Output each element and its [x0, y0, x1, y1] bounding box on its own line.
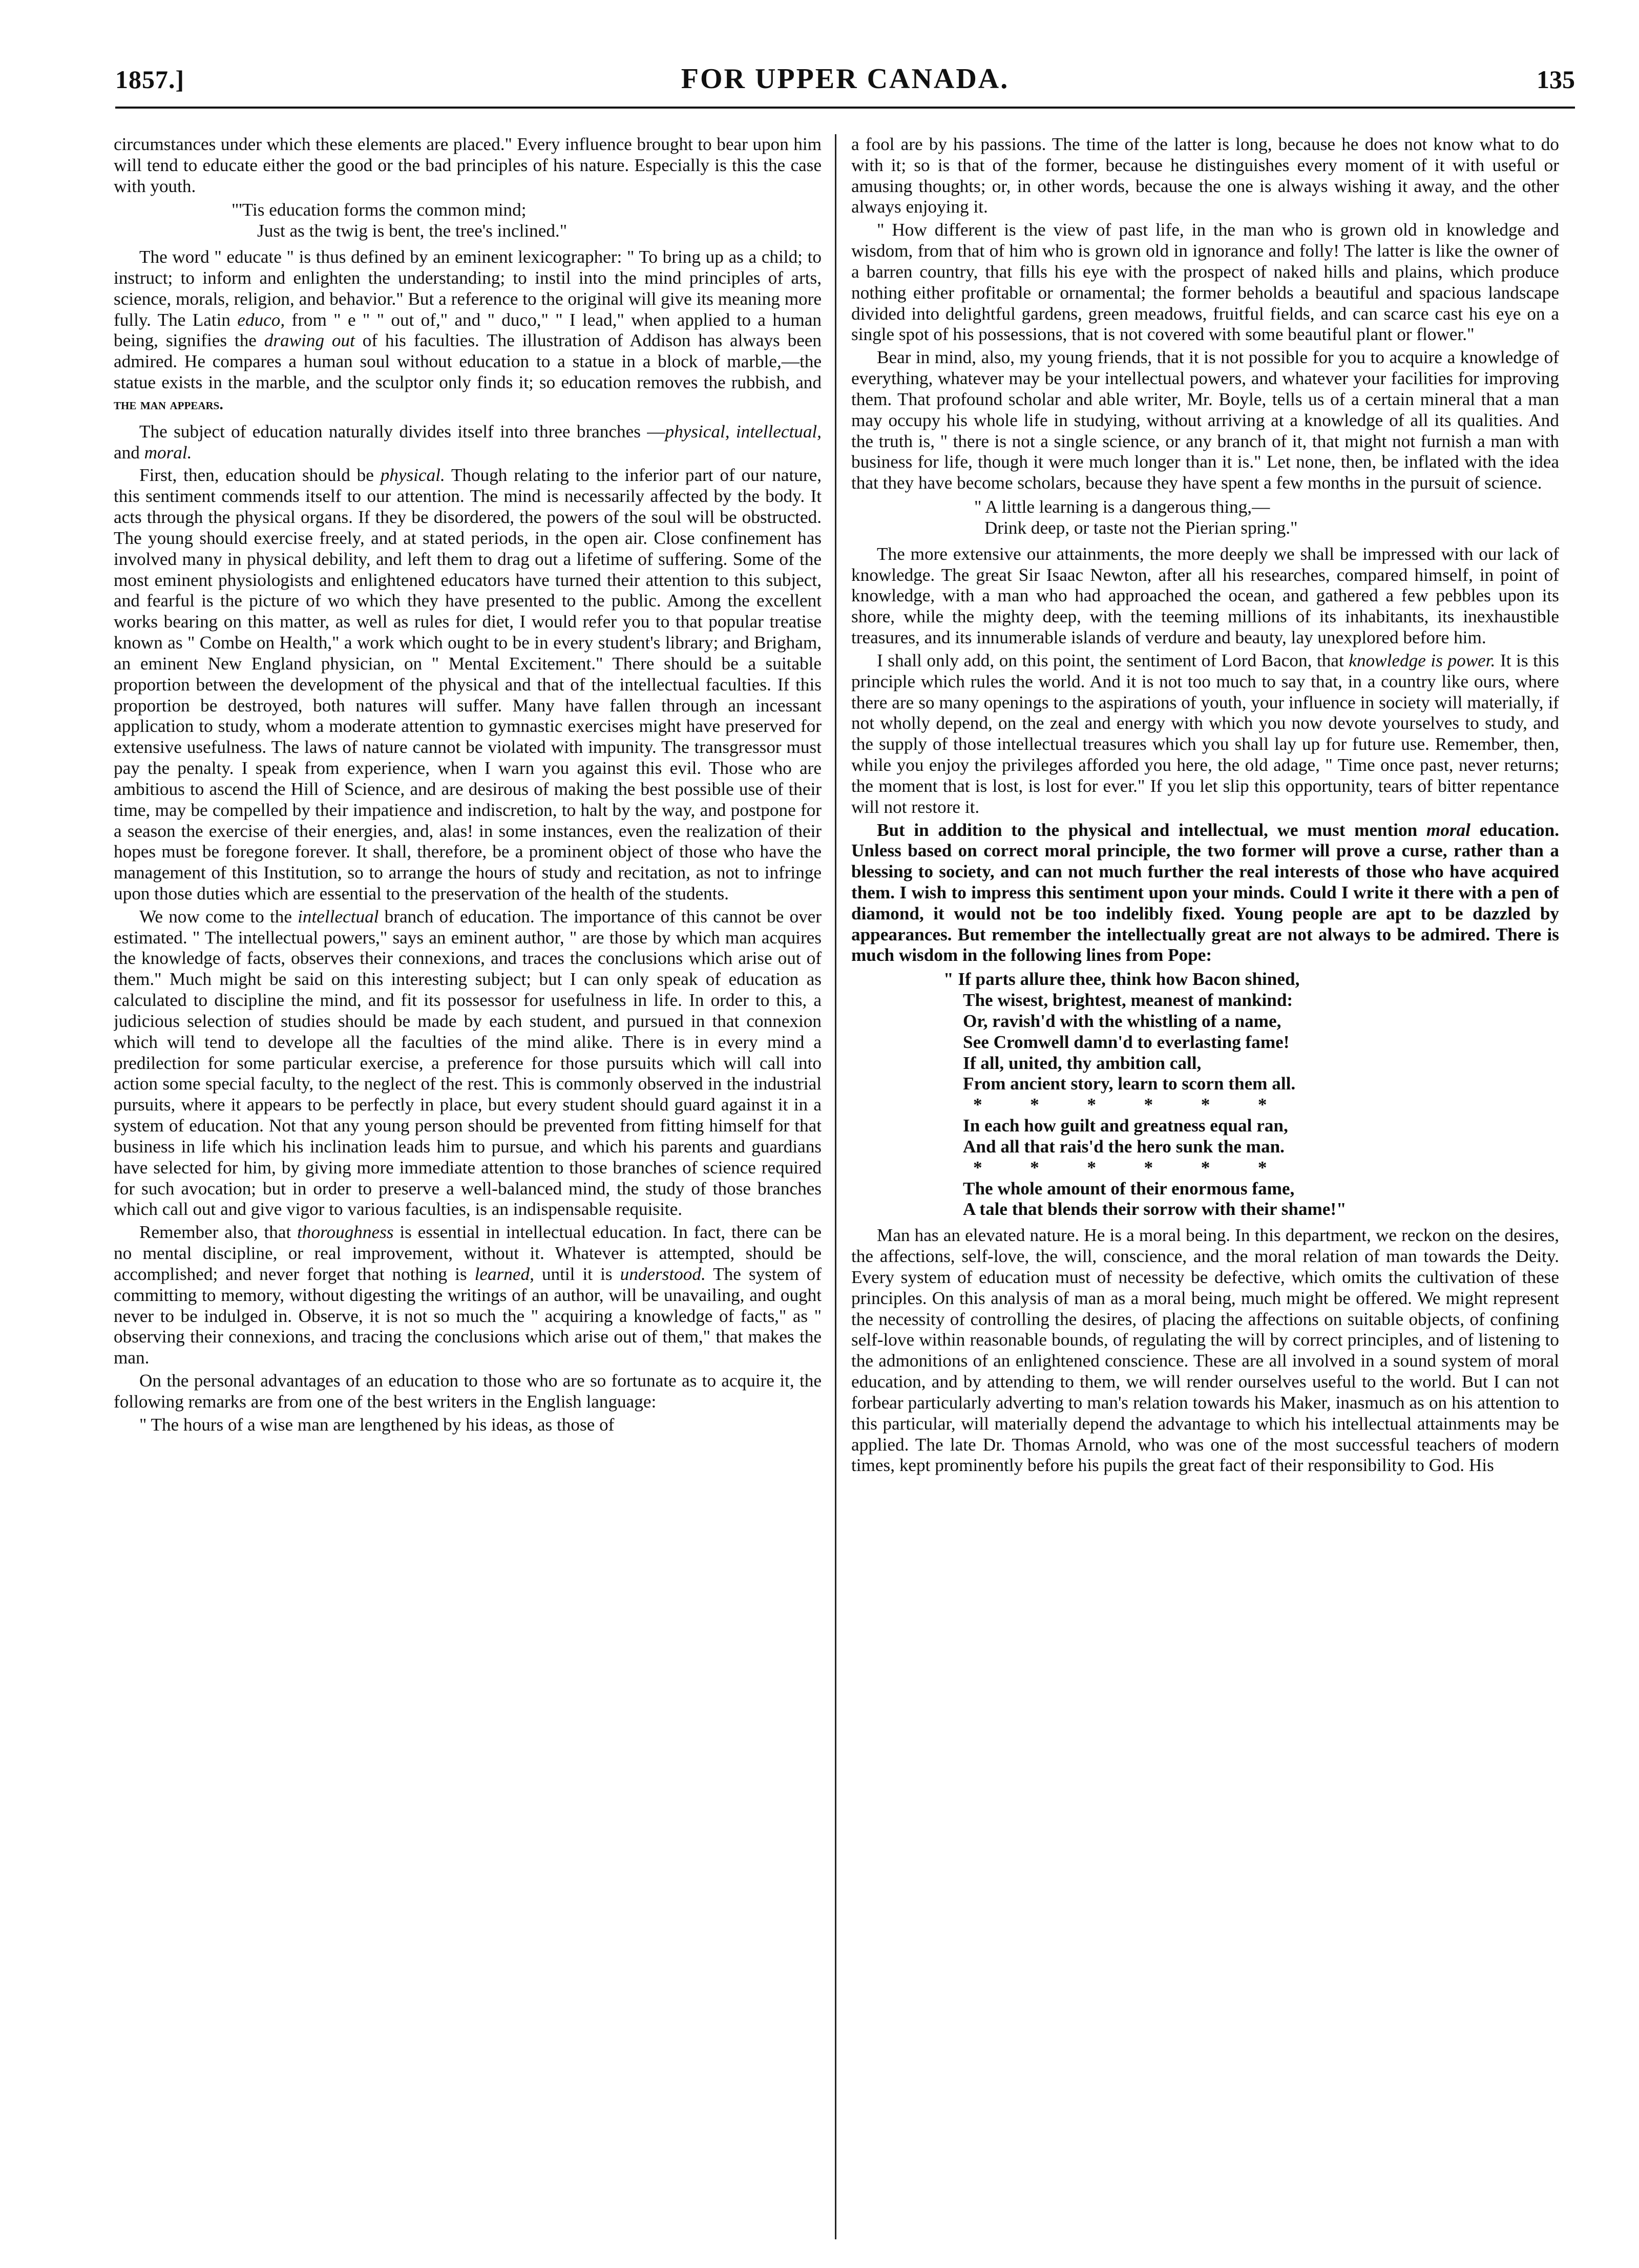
paragraph — [114, 465, 822, 904]
page-number: 135 — [1537, 65, 1575, 94]
page-header — [115, 61, 1575, 103]
text-run: from " e " " out of," and " duco," " I lead," when applied to a human being, signifies the — [114, 309, 822, 351]
verse-line: " If parts allure thee, think how Bacon shined, — [943, 969, 1300, 990]
emphasis: understood. — [620, 1264, 706, 1284]
text-run: First, then, education should be — [139, 465, 381, 486]
text-run: We now come to the — [139, 906, 298, 927]
paragraph — [114, 422, 822, 464]
text-run: I shall only add, on this point, the sentiment of Lord Bacon, that — [877, 650, 1349, 670]
paragraph — [114, 907, 822, 1220]
emphasis: physical, intellectual, — [665, 421, 822, 442]
paragraph — [114, 1222, 822, 1369]
text-run: education. Unless based on correct moral principle, the two former will prove a curse, rather than a blessing to society, and can not much further the real interests of those who have acquired them. I wish to impress this sentiment upon your minds. Could I write it there with a pen of diamond, it would not be too indelibly fixed. Young people are apt to be dazzled by appearances. But remember the intellectually great are not always to be admired. There is much wisdom in the following lines from Pope: — [851, 820, 1559, 965]
text-run: The word " educate " is thus defined by an eminent lexicographer: " To bring up as a child; to instruct; to inform and enlighten the understanding; to instil into the mind principles of arts, science, morals, religion, and behavior." But a reference to the original will give its meaning more fully. The Latin — [114, 247, 822, 330]
verse-quote — [114, 200, 822, 242]
header-rule — [115, 107, 1575, 109]
verse-line: The whole amount of their enormous fame, — [963, 1178, 1295, 1199]
verse-line: Or, ravish'd with the whistling of a name, — [963, 1011, 1281, 1031]
header-year: 1857.] — [115, 65, 185, 94]
text-run: and — [114, 442, 144, 463]
right-column — [851, 134, 1559, 2239]
emphasis: intellectual — [298, 906, 379, 927]
ellipsis-stars: * * * * * * — [973, 1157, 1269, 1178]
text-run: It is this principle which rules the world. And it is not too much to say that, in a country like ours, where there are so many openings to the aspirations of youth, your influence in society will materially, if not wholly depend, on the zeal and energy with which you now devote yourselves to study, and the supply of those intellectual treasures which you shall lay up for future use. Remember, then, while you enjoy the privileges afforded you here, the old adage, " Time once past, never returns; the moment that is lost, is lost for ever." If you let slip this opportunity, tears of bitter repentance will not restore it. — [851, 650, 1559, 817]
paragraph: a fool are by his passions. The time of the latter is long, because he does not know what to do with it; so is that of the former, because he distinguishes every moment of it with useful or amusing thoughts; or, in other words, because the one is always wishing it away, and the other always enjoying it. — [851, 134, 1559, 217]
paragraph: On the personal advantages of an education to those who are so fortunate as to acquire it, the following remarks are from one of the best writers in the English language: — [114, 1371, 822, 1412]
emphasis: learned, — [474, 1264, 534, 1284]
paragraph: " How different is the view of past life, in the man who is grown old in knowledge and wisdom, from that of him who is grown old in ignorance and folly! The latter is like the owner of a barren country, that fills his eye with the prospect of naked hills and plains, which produce nothing either profitable or ornamental; the former beholds a beautiful and spacious landscape divided into delightful gardens, green meadows, fruitful fields, and can scarce cast his eye on a single spot of his possessions, that is not covered with some beautiful plant or flower." — [851, 220, 1559, 345]
text-run: Remember also, that — [139, 1222, 298, 1243]
paragraph — [851, 650, 1559, 818]
verse-line: In each how guilt and greatness equal ran, — [963, 1116, 1288, 1136]
text-run: until it is — [534, 1264, 620, 1284]
text-run: branch of education. The importance of this cannot be over estimated. " The intellectual powers," says an eminent author, " are those by which man acquires the knowledge of facts, observes their connexions, and traces the conclusions which arise out of them." Much might be said on this interesting subject; but I can only speak of education as calculated to discipline the mind, and fit its possessor for usefulness in life. In order to this, a judicious selection of studies should be made by each student, and pursued in that connexion which will tend to develope all the faculties of the mind alike. There is in every mind a predilection for some particular exercise, a preference for those pursuits which will call into action some special faculty, to the neglect of the rest. This is commonly observed in the industrial pursuits, where it appears to be perfectly in place, but every student should guard against it in a system of education. Not that any young person should be prevented from fitting himself for that business in life which his inclination leads him to pursue, and which his parents and guardians have selected for him, by giving more immediate attention to those branches of science required for such avocation; but in order to preserve a well-balanced mind, the study of those branches which call out and give vigor to various faculties, is an indispensable requisite. — [114, 906, 822, 1220]
verse-line: See Cromwell damn'd to everlasting fame! — [963, 1032, 1290, 1052]
text-run: The subject of education naturally divides itself into three branches — — [139, 421, 665, 442]
emphasis: physical. — [380, 465, 445, 486]
text-run: But in addition to the physical and intellectual, we must mention — [877, 820, 1426, 840]
emphasis: moral. — [144, 442, 192, 463]
text-run: of his faculties. The illustration of Addison has always been admired. He compares a human soul without education to a statue in a block of marble,—the statue exists in the marble, and the sculptor only finds it; so education removes the rubbish, and — [114, 330, 822, 393]
verse-line: " A little learning is a dangerous thing,— — [974, 497, 1270, 517]
verse-line: Drink deep, or taste not the Pierian spring." — [984, 517, 1298, 538]
verse-quote — [851, 497, 1559, 539]
ellipsis-stars: * * * * * * — [973, 1095, 1269, 1115]
running-title: FOR UPPER CANADA. — [681, 63, 1010, 95]
column-divider — [835, 134, 836, 2239]
paragraph: circumstances under which these elements are placed." Every influence brought to bear upon him will tend to educate either the good or the bad principles of his nature. Especially is this the case with youth. — [114, 134, 822, 196]
paragraph: " The hours of a wise man are lengthened by his ideas, as those of — [139, 1414, 615, 1435]
left-column — [114, 134, 822, 2239]
verse-line: And all that rais'd the hero sunk the man. — [963, 1136, 1285, 1157]
paragraph — [114, 247, 822, 414]
pope-verse — [851, 969, 1559, 1220]
paragraph — [851, 820, 1559, 967]
paragraph: The more extensive our attainments, the more deeply we shall be impressed with our lack of knowledge. The great Sir Isaac Newton, after all his researches, compared himself, in point of knowledge, with a man who had approached the ocean, and gathered a few pebbles upon its shore, while the mighty deep, with the teeming millions of its inhabitants, its inexhaustible treasures, and its innumerable islands of verdure and beauty, lay unexplored before him. — [851, 543, 1559, 648]
verse-line: A tale that blends their sorrow with their shame!" — [963, 1199, 1347, 1220]
emphasis: knowledge is power. — [1349, 650, 1496, 670]
emphasis: thoroughness — [297, 1222, 394, 1243]
verse-line: The wisest, brightest, meanest of mankind: — [963, 990, 1293, 1011]
small-caps-emphasis: the man appears. — [114, 395, 223, 413]
verse-line: From ancient story, learn to scorn them all. — [963, 1074, 1296, 1094]
emphasis: educo, — [237, 309, 285, 330]
text-run: is essential in intellectual education. In fact, there can be no mental discipline, or real improvement, without it. Whatever is attempted, should be accomplished; and never forget that nothing is — [114, 1222, 822, 1284]
text-run: The system of committing to memory, without digesting the writings of an author, will be unavailing, and ought never to be indulged in. Observe, it is not so much the " acquiring a knowledge of facts," as " observing their connexions, and tracing the conclusions which arise out of them," that makes the man. — [114, 1264, 822, 1368]
emphasis: moral — [1426, 820, 1470, 840]
verse-line: If all, united, thy ambition call, — [963, 1053, 1202, 1073]
paragraph: Bear in mind, also, my young friends, that it is not possible for you to acquire a knowledge of everything, whatever may be your intellectual powers, and whatever your facilities for improving them. That profound scholar and able writer, Mr. Boyle, tells us of a certain mineral that a man may occupy his whole life in studying, without arriving at a knowledge of all its qualities. And the truth is, " there is not a single science, or any branch of it, that might not furnish a man with business for life, though it were much longer than it is." Let none, then, be inflated with the idea that they have become scholars, because they have spent a few months in the pursuit of science. — [851, 347, 1559, 493]
paragraph: Man has an elevated nature. He is a moral being. In this department, we reckon on the desires, the affections, self-love, the will, conscience, and the moral relation of man towards the Deity. Every system of education must of necessity be defective, which omits the cultivation of these principles. On this analysis of man as a moral being, much might be offered. We might represent the necessity of controlling the desires, of placing the affections on suitable objects, of confining self-love within reasonable bounds, of regulating the will by correct principles, and of listening to the admonitions of an enlightened conscience. These are all involved in a sound system of moral education, and by attending to them, we will render ourselves useful to the world. But I can not forbear particularly adverting to man's relation towards his Maker, inasmuch as on his attention to this particular, will materially depend the advantage to which his intellectual attainments may be applied. The late Dr. Thomas Arnold, who was one of the most successful teachers of modern times, kept prominently before his pupils the great fact of their responsibility to God. His — [851, 1225, 1559, 1476]
verse-line: "'Tis education forms the common mind; — [232, 200, 527, 220]
emphasis: drawing out — [264, 330, 355, 351]
text-run: Though relating to the inferior part of our nature, this sentiment commends itself to our attention. The mind is necessarily affected by the body. It acts through the physical organs. If they be disordered, the powers of the soul will be obstructed. The young should exercise freely, and at stated periods, in the open air. Close confinement has involved many in physical debility, and left them to drag out a lifetime of suffering. Some of the most eminent physiologists and enlightened educators have turned their attention to this subject, and fearful is the picture of wo which they have presented to the public. Among the excellent works bearing on this matter, as well as rules for diet, I would refer you to that popular treatise known as " Combe on Health," a work which ought to be in every student's library; and Brigham, an eminent New England physician, on " Mental Excitement." There should be a suitable proportion between the development of the physical and that of the intellectual faculties. If this proportion be destroyed, both natures will suffer. Many have fallen through an incessant application to study, whom a moderate attention to gymnastic exercises might have preserved for extensive usefulness. The laws of nature cannot be violated with impunity. The transgressor must pay the penalty. I speak from experience, when I warn you against this evil. Those who are ambitious to ascend the Hill of Science, and are desirous of making the best possible use of their time, may be compelled by their impatience and indiscretion, to halt by the way, and postpone for a season the exercise of their energies, and, alas! in some instances, even the realization of their hopes must be foregone forever. It shall, therefore, be a prominent object of those who have the management of this Institution, so to arrange the hours of study and recitation, as not to infringe upon those duties which are essential to the preservation of the health of the students. — [114, 465, 822, 904]
verse-line: Just as the twig is bent, the tree's inclined." — [257, 221, 568, 241]
